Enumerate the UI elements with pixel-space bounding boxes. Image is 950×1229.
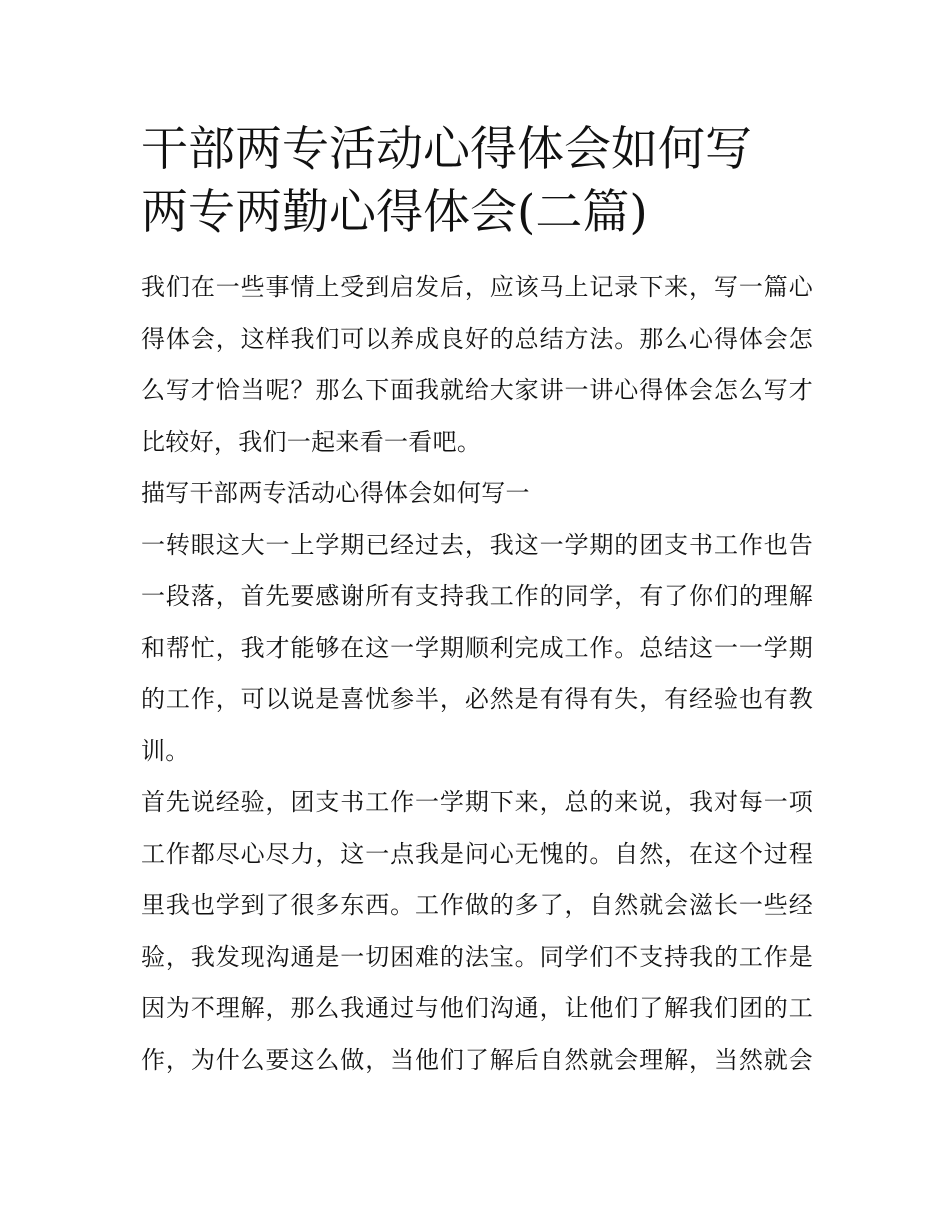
text-line: 一段落，首先要感谢所有支持我工作的同学，有了你们的理解 <box>141 582 813 610</box>
text-line: 一转眼这大一上学期已经过去，我这一学期的团支书工作也告 <box>141 530 813 559</box>
text-line: 我们在一些事情上受到启发后，应该马上记录下来，写一篇心 <box>141 273 813 301</box>
text-line: 因为不理解，那么我通过与他们沟通，让他们了解我们团的工 <box>141 994 813 1022</box>
text-line: 得体会，这样我们可以养成良好的总结方法。那么心得体会怎 <box>141 324 813 353</box>
document-body <box>141 262 813 1086</box>
text-line: 作，为什么要这么做，当他们了解后自然就会理解，当然就会 <box>141 1045 813 1074</box>
text-line: 比较好，我们一起来看一看吧。 <box>141 427 482 456</box>
text-line: 里我也学到了很多东西。工作做的多了，自然就会滋长一些经 <box>141 891 813 919</box>
text-line: 训。 <box>141 736 190 765</box>
text-line: 首先说经验，团支书工作一学期下来，总的来说，我对每一项 <box>141 788 813 816</box>
document-title <box>141 118 813 244</box>
document-content <box>141 118 813 1086</box>
text-line: 验，我发现沟通是一切困难的法宝。同学们不支持我的工作是 <box>141 942 813 971</box>
text-line: 描写干部两专活动心得体会如何写一 <box>141 479 530 507</box>
title-line: 干部两专活动心得体会如何写 <box>141 122 752 177</box>
text-line: 么写才恰当呢？那么下面我就给大家讲一讲心得体会怎么写才 <box>141 376 813 404</box>
title-line: 两专两勤心得体会(二篇) <box>141 185 648 240</box>
text-line: 工作都尽心尽力，这一点我是问心无愧的。自然，在这个过程 <box>141 839 813 868</box>
body-paragraph <box>141 777 813 1086</box>
body-paragraph <box>141 520 813 778</box>
text-line: 的工作，可以说是喜忧参半，必然是有得有失，有经验也有教 <box>141 685 813 713</box>
intro-paragraph <box>141 262 813 468</box>
text-line: 和帮忙，我才能够在这一学期顺利完成工作。总结这一一学期 <box>141 633 813 662</box>
section-heading <box>141 468 813 520</box>
